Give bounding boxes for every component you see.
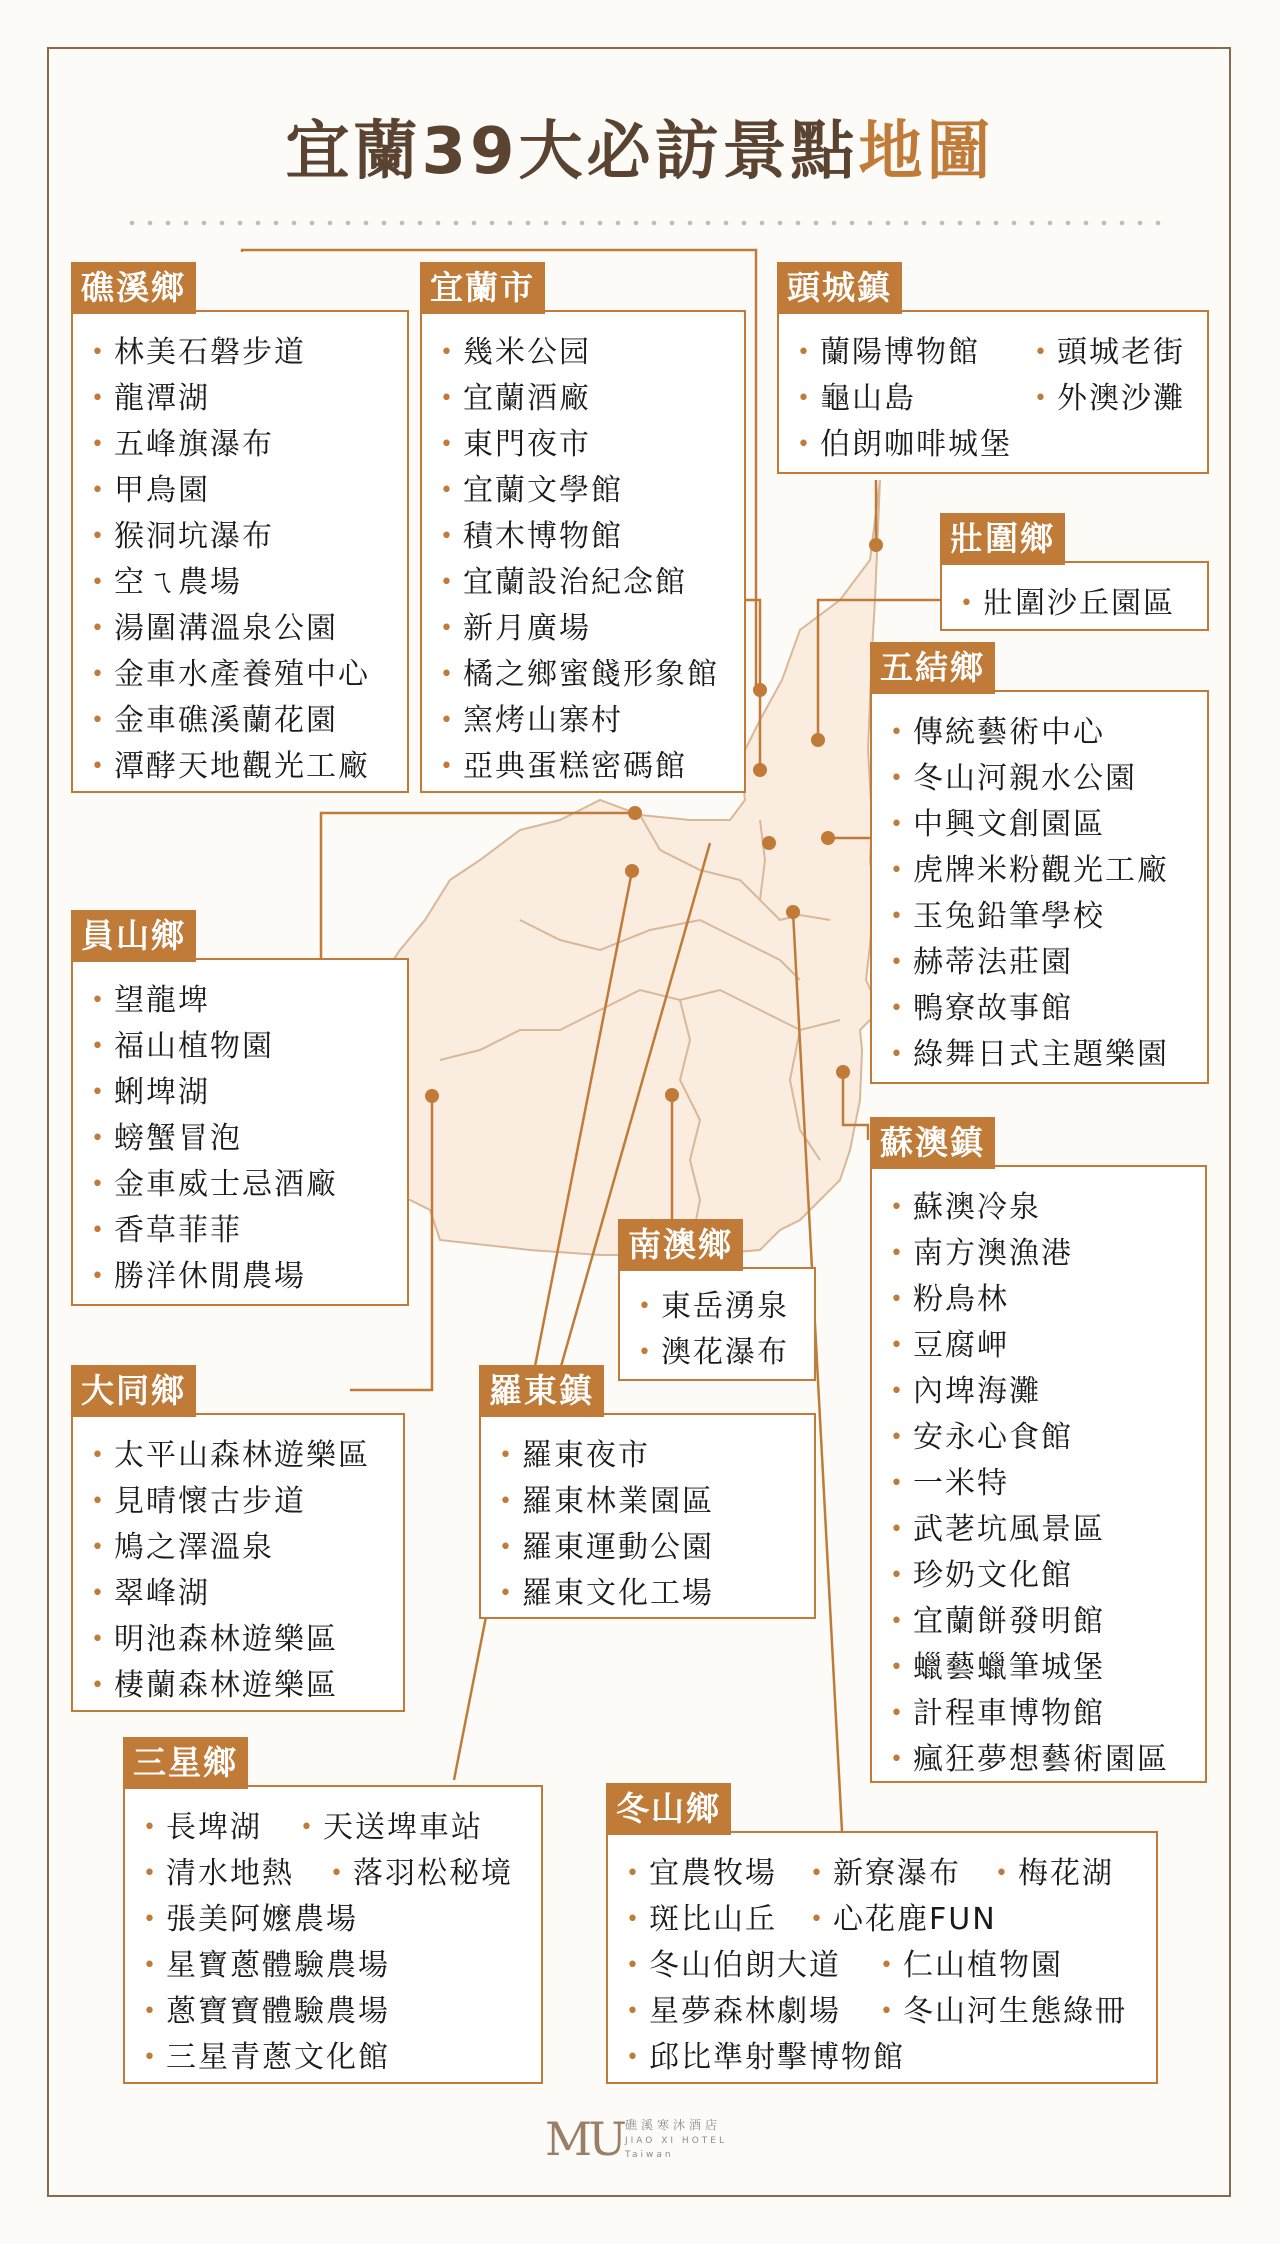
spot-item[interactable]: • 橘之鄉蜜餞形象館 (440, 657, 719, 692)
region-box-zhuangwei (940, 561, 1209, 631)
location-dot (821, 831, 835, 845)
location-dot (753, 683, 767, 697)
spot-item[interactable]: • 猴洞坑瀑布 (91, 519, 274, 554)
spot-item[interactable]: • 見晴懷古步道 (91, 1484, 306, 1519)
spot-item[interactable]: • 中興文創園區 (890, 807, 1105, 842)
spot-item[interactable]: • 蠟藝蠟筆城堡 (890, 1650, 1105, 1685)
spot-item[interactable]: • 五峰旗瀑布 (91, 427, 274, 462)
spot-item[interactable]: • 天送埤車站 (300, 1810, 483, 1845)
spot-item[interactable]: • 武荖坑風景區 (890, 1512, 1105, 1547)
spot-item[interactable]: • 星寶蔥體驗農場 (143, 1948, 390, 1983)
spot-item[interactable]: • 仁山植物園 (880, 1948, 1063, 1983)
spot-item[interactable]: • 頭城老街 (1034, 335, 1185, 370)
spot-item[interactable]: • 幾米公园 (440, 335, 591, 370)
spot-item[interactable]: • 邱比準射擊博物館 (626, 2040, 905, 2075)
spot-item[interactable]: • 伯朗咖啡城堡 (797, 427, 1012, 462)
region-box-datong (71, 1413, 405, 1712)
spot-item[interactable]: • 新月廣場 (440, 611, 591, 646)
spot-item[interactable]: • 心花鹿FUN (810, 1902, 997, 1937)
region-tag-sanxing: 三星鄉 (123, 1737, 248, 1789)
title-accent: 地圖 (858, 115, 995, 189)
spot-item[interactable]: • 積木博物館 (440, 519, 623, 554)
spot-item[interactable]: • 傳統藝術中心 (890, 715, 1105, 750)
spot-item[interactable]: • 新寮瀑布 (810, 1856, 961, 1891)
logo-english-name: JIAO XI HOTEL (625, 2136, 727, 2146)
spot-item[interactable]: • 星夢森林劇場 (626, 1994, 841, 2029)
region-box-toucheng (777, 310, 1209, 474)
spot-item[interactable]: • 鴨寮故事館 (890, 991, 1073, 1026)
spot-item[interactable]: • 棲蘭森林遊樂區 (91, 1668, 338, 1703)
spot-item[interactable]: • 玉兔鉛筆學校 (890, 899, 1105, 934)
spot-item[interactable]: • 明池森林遊樂區 (91, 1622, 338, 1657)
spot-item[interactable]: • 外澳沙灘 (1034, 381, 1185, 416)
spot-item[interactable]: • 潭酵天地觀光工廠 (91, 749, 370, 784)
spot-item[interactable]: • 計程車博物館 (890, 1696, 1105, 1731)
location-dot (665, 1088, 679, 1102)
spot-item[interactable]: • 斑比山丘 (626, 1902, 777, 1937)
region-box-yuanshan (71, 958, 409, 1306)
spot-item[interactable]: • 赫蒂法莊園 (890, 945, 1073, 980)
location-dot (869, 538, 883, 552)
region-box-luodong (479, 1413, 816, 1619)
spot-item[interactable]: • 蘇澳冷泉 (890, 1190, 1041, 1225)
region-tag-toucheng: 頭城鎮 (777, 262, 902, 314)
spot-item[interactable]: • 瘋狂夢想藝術園區 (890, 1742, 1169, 1777)
spot-item[interactable]: • 落羽松秘境 (330, 1856, 513, 1891)
spot-item[interactable]: • 冬山河生態綠冊 (880, 1994, 1127, 2029)
spot-item[interactable]: • 金車威士忌酒廠 (91, 1167, 338, 1202)
spot-item[interactable]: • 蔥寶寶體驗農場 (143, 1994, 390, 2029)
location-dot (811, 733, 825, 747)
spot-item[interactable]: • 蘭陽博物館 (797, 335, 980, 370)
region-tag-yuanshan: 員山鄉 (71, 910, 196, 962)
spot-item[interactable]: • 豆腐岬 (890, 1328, 1009, 1363)
spot-item[interactable]: • 羅東林業園區 (499, 1484, 714, 1519)
spot-item[interactable]: • 勝洋休閒農場 (91, 1259, 306, 1294)
region-tag-jiaoxi: 礁溪鄉 (71, 262, 196, 314)
spot-item[interactable]: • 宜蘭文學館 (440, 473, 623, 508)
spot-item[interactable]: • 宜蘭餅發明館 (890, 1604, 1105, 1639)
region-tag-zhuangwei: 壯圍鄉 (940, 513, 1065, 565)
spot-item[interactable]: • 鳩之澤溫泉 (91, 1530, 274, 1565)
spot-item[interactable]: • 東門夜市 (440, 427, 591, 462)
logo-chinese-name: 礁溪寒沐酒店 (625, 2118, 722, 2132)
spot-item[interactable]: • 安永心食館 (890, 1420, 1073, 1455)
spot-item[interactable]: • 清水地熱 (143, 1856, 294, 1891)
spot-item[interactable]: • 張美阿嬤農場 (143, 1902, 358, 1937)
spot-item[interactable]: • 香草菲菲 (91, 1213, 242, 1248)
spot-item[interactable]: • 羅東運動公園 (499, 1530, 714, 1565)
spot-item[interactable]: • 羅東夜市 (499, 1438, 650, 1473)
region-box-wujie (870, 690, 1209, 1084)
logo-mark: MU (545, 2112, 623, 2166)
spot-item[interactable]: • 一米特 (890, 1466, 1009, 1501)
spot-item[interactable]: • 龍潭湖 (91, 381, 210, 416)
region-box-yilan-city (420, 310, 746, 793)
region-box-nanao (618, 1267, 816, 1381)
spot-item[interactable]: • 梅花湖 (995, 1856, 1114, 1891)
location-dot (753, 763, 767, 777)
region-tag-nanao: 南澳鄉 (618, 1219, 743, 1271)
spot-item[interactable]: • 冬山河親水公園 (890, 761, 1137, 796)
spot-item[interactable]: • 三星青蔥文化館 (143, 2040, 390, 2075)
region-box-jiaoxi (71, 310, 409, 793)
spot-item[interactable]: • 綠舞日式主題樂園 (890, 1037, 1169, 1072)
region-tag-dongshan: 冬山鄉 (606, 1783, 731, 1835)
region-box-dongshan (606, 1831, 1158, 2084)
title-main: 宜蘭39大必訪景點 (285, 115, 859, 189)
spot-item[interactable]: • 金車礁溪蘭花園 (91, 703, 338, 738)
spot-item[interactable]: • 澳花瀑布 (638, 1335, 789, 1370)
spot-item[interactable]: • 翠峰湖 (91, 1576, 210, 1611)
spot-item[interactable]: • 林美石磐步道 (91, 335, 306, 370)
spot-item[interactable]: • 空ㄟ農場 (91, 565, 242, 600)
spot-item[interactable]: • 太平山森林遊樂區 (91, 1438, 370, 1473)
spot-item[interactable]: • 螃蟹冒泡 (91, 1121, 242, 1156)
spot-item[interactable]: • 羅東文化工場 (499, 1576, 714, 1611)
spot-item[interactable]: • 內埤海灘 (890, 1374, 1041, 1409)
region-box-suao (870, 1165, 1207, 1783)
spot-item[interactable]: • 蜊埤湖 (91, 1075, 210, 1110)
region-tag-suao: 蘇澳鎮 (870, 1117, 995, 1169)
spot-item[interactable]: • 窯烤山寨村 (440, 703, 623, 738)
spot-item[interactable]: • 金車水產養殖中心 (91, 657, 370, 692)
spot-item[interactable]: • 南方澳漁港 (890, 1236, 1073, 1271)
spot-item[interactable]: • 亞典蛋糕密碼館 (440, 749, 687, 784)
spot-item[interactable]: • 福山植物園 (91, 1029, 274, 1064)
spot-item[interactable]: • 龜山島 (797, 381, 916, 416)
location-dot (628, 806, 642, 820)
spot-item[interactable]: • 甲鳥園 (91, 473, 210, 508)
location-dot (786, 905, 800, 919)
spot-item[interactable]: • 望龍埤 (91, 983, 210, 1018)
location-dot (836, 1065, 850, 1079)
location-dot (762, 836, 776, 850)
spot-item[interactable]: • 壯圍沙丘園區 (960, 586, 1175, 621)
location-dot (425, 1089, 439, 1103)
region-tag-luodong: 羅東鎮 (479, 1365, 604, 1417)
spot-item[interactable]: • 長埤湖 (143, 1810, 262, 1845)
spot-item[interactable]: • 宜蘭設治紀念館 (440, 565, 687, 600)
spot-item[interactable]: • 冬山伯朗大道 (626, 1948, 841, 1983)
region-tag-wujie: 五結鄉 (870, 642, 995, 694)
spot-item[interactable]: • 宜蘭酒廠 (440, 381, 591, 416)
spot-item[interactable]: • 粉鳥林 (890, 1282, 1009, 1317)
region-box-sanxing (123, 1785, 543, 2084)
logo-country: Taiwan (625, 2150, 674, 2160)
spot-item[interactable]: • 珍奶文化館 (890, 1558, 1073, 1593)
region-tag-datong: 大同鄉 (71, 1365, 196, 1417)
spot-item[interactable]: • 東岳湧泉 (638, 1289, 789, 1324)
spot-item[interactable]: • 湯圍溝溫泉公園 (91, 611, 338, 646)
spot-item[interactable]: • 宜農牧場 (626, 1856, 777, 1891)
spot-item[interactable]: • 虎牌米粉觀光工廠 (890, 853, 1169, 888)
location-dot (625, 864, 639, 878)
region-tag-yilan-city: 宜蘭市 (420, 262, 545, 314)
